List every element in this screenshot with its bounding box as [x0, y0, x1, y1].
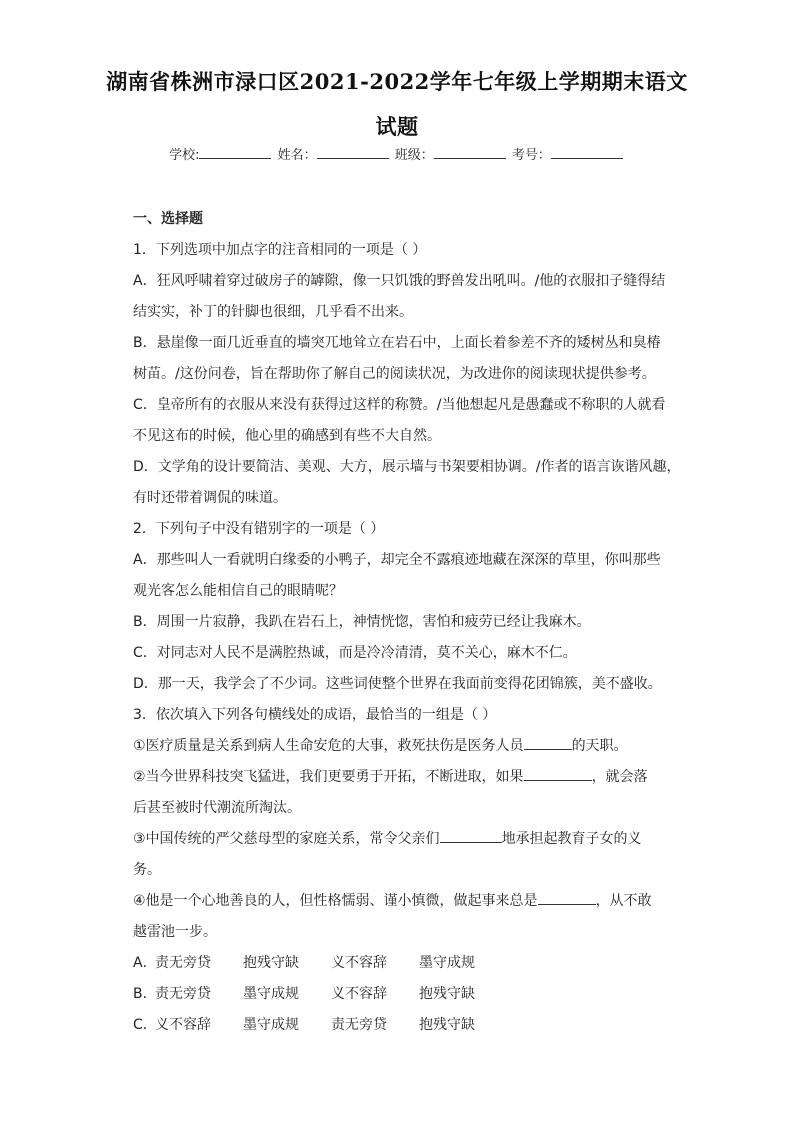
exam-title-line1: 湖南省株洲市渌口区2021-2022学年七年级上学期期末语文	[106, 69, 688, 94]
q1-option-b-line2: 树苗。/这份问卷，旨在帮助你了解自己的阅读状况，为改进你的阅读现状提供参考。	[133, 366, 656, 382]
number-label: 考号：	[511, 148, 551, 163]
q3-sentence-1	[133, 731, 663, 762]
question-2-stem: 2．下列句子中没有错别字的一项是（ ）	[133, 521, 385, 537]
question-1-stem: 1．下列选项中加点字的注音相同的一项是（ ）	[133, 242, 427, 258]
question-3-stem: 3．依次填入下列各句横线处的成语，最恰当的一组是（ ）	[133, 707, 497, 723]
q3-option-c-idiom-3: 责无旁贷	[331, 1017, 387, 1033]
q3-option-a-idiom-4: 墨守成规	[419, 955, 475, 971]
class-blank[interactable]	[434, 144, 506, 159]
q1-option-d-line1: D．文学角的设计要简洁、美观、大方，展示墙与书架要相协调。/作者的语言诙谐风趣，	[133, 459, 681, 475]
q3-option-a-idiom-3: 义不容辞	[331, 955, 387, 971]
number-blank[interactable]	[551, 144, 623, 159]
q3-option-a	[133, 948, 663, 979]
class-label: 班级：	[394, 148, 434, 163]
q3-option-c-idiom-2: 墨守成规	[243, 1017, 299, 1033]
q3-s1-text-b: 的天职。	[571, 738, 628, 754]
q3-s4-text-a: ④他是一个心地善良的人，但性格懦弱、谨小慎微，做起事来总是	[133, 893, 538, 909]
q3-option-a-label: A．	[133, 955, 157, 971]
name-label: 姓名：	[277, 148, 317, 163]
section-heading: 一、选择题	[133, 211, 203, 227]
q2-option-c: C．对同志对人民不是满腔热诚，而是冷冷清清，莫不关心，麻木不仁。	[133, 645, 577, 661]
q3-option-c-label: C．	[133, 1017, 157, 1033]
q3-sentence-3-line2: 务。	[133, 862, 161, 878]
q3-option-b-label: B．	[133, 986, 157, 1002]
q3-s4-blank[interactable]	[538, 888, 596, 905]
q3-s3-blank[interactable]	[440, 826, 502, 843]
q3-option-a-idiom-1: 责无旁贷	[155, 955, 211, 971]
q3-option-b-idiom-1: 责无旁贷	[155, 986, 211, 1002]
q1-option-c-line2: 不见这布的时候，他心里的确感到有些不大自然。	[133, 428, 441, 444]
q3-s2-blank[interactable]	[524, 764, 592, 781]
q2-option-a-line1: A．那些叫人一看就明白缘委的小鸭子，却完全不露痕迹地藏在深深的草里，你叫那些	[133, 552, 661, 568]
exam-content	[133, 204, 681, 1041]
school-label: 学校:	[169, 148, 200, 163]
q1-option-a-line1: A．狂风呼啸着穿过破房子的罅隙，像一只饥饿的野兽发出吼叫。/他的衣服扣子缝得结	[133, 273, 666, 289]
q1-option-b-line1: B．悬崖像一面几近垂直的墙突兀地耸立在岩石中，上面长着参差不齐的矮树丛和臭椿	[133, 335, 661, 351]
q2-option-b: B．周围一片寂静，我趴在岩石上，神情恍惚，害怕和疲劳已经让我麻木。	[133, 614, 591, 630]
q3-option-a-idiom-2: 抱残守缺	[243, 955, 299, 971]
q3-option-b-idiom-4: 抱残守缺	[419, 986, 475, 1002]
q3-option-c	[133, 1010, 663, 1041]
q1-option-d-line2: 有时还带着调侃的味道。	[133, 490, 287, 506]
q3-s1-blank[interactable]	[524, 733, 572, 750]
name-blank[interactable]	[317, 144, 389, 159]
q3-sentence-2-line2: 后甚至被时代潮流所淘汰。	[133, 800, 301, 816]
q3-sentence-2-line1	[133, 762, 663, 793]
q3-s2-text-a: ②当今世界科技突飞猛进，我们更要勇于开拓，不断进取，如果	[133, 769, 524, 785]
q3-option-c-idiom-1: 义不容辞	[155, 1017, 211, 1033]
q3-s2-text-b: ，就会落	[591, 769, 648, 785]
q1-option-c-line1: C．皇帝所有的衣服从来没有获得过这样的称赞。/当他想起凡是愚蠢或不称职的人就看	[133, 397, 666, 413]
q3-s4-text-b: ，从不敢	[595, 893, 652, 909]
school-blank[interactable]	[199, 144, 271, 159]
q2-option-d: D．那一天，我学会了不少词。这些词使整个世界在我面前变得花团锦簇，美不盛收。	[133, 676, 662, 692]
q3-s1-text-a: ①医疗质量是关系到病人生命安危的大事，救死扶伤是医务人员	[133, 738, 524, 754]
q1-option-a-line2: 结实实，补丁的针脚也很细，几乎看不出来。	[133, 304, 413, 320]
q3-sentence-3-line1	[133, 824, 663, 855]
q3-s3-text-a: ③中国传统的严父慈母型的家庭关系，常令父亲们	[133, 831, 440, 847]
q3-sentence-4-line2: 越雷池一步。	[133, 924, 217, 940]
q3-option-c-idiom-4: 抱残守缺	[419, 1017, 475, 1033]
q3-sentence-4-line1	[133, 886, 663, 917]
q2-option-a-line2: 观光客怎么能相信自己的眼睛呢？	[133, 583, 343, 599]
exam-title-line2: 试题	[375, 114, 419, 139]
q3-s3-text-b: 地承担起教育子女的义	[501, 831, 642, 847]
q3-option-b	[133, 979, 663, 1010]
q3-option-b-idiom-3: 义不容辞	[331, 986, 387, 1002]
student-info-row	[0, 144, 794, 163]
q3-option-b-idiom-2: 墨守成规	[243, 986, 299, 1002]
